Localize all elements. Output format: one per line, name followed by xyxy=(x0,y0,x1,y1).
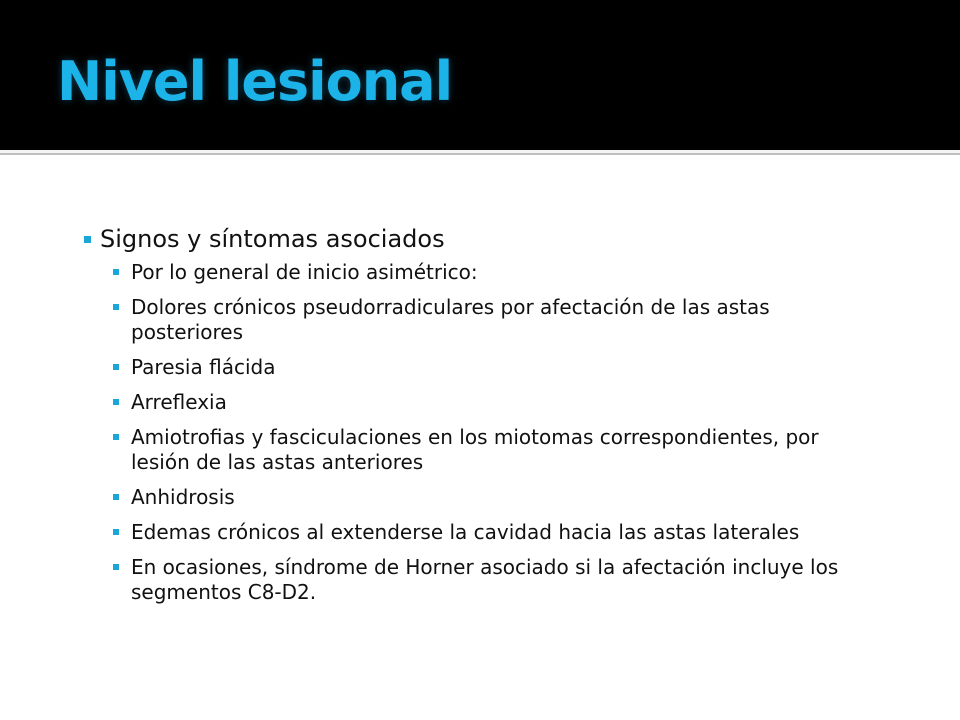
square-bullet-icon xyxy=(113,399,119,405)
sub-bullet-item xyxy=(131,520,851,545)
sub-bullet-text: En ocasiones, síndrome de Horner asociado si la afectación incluye los segmentos C8-D2. xyxy=(131,555,839,604)
sub-bullet-item xyxy=(131,260,851,285)
square-bullet-icon xyxy=(113,494,119,500)
sub-bullet-item xyxy=(131,555,851,605)
sub-bullet-item xyxy=(131,295,851,345)
sub-bullet-text: Arreflexia xyxy=(131,390,227,414)
slide-title: Nivel lesional xyxy=(57,50,453,113)
sub-bullet-text: Paresia flácida xyxy=(131,355,276,379)
title-band xyxy=(0,0,960,150)
square-bullet-icon xyxy=(113,364,119,370)
sub-bullet-item xyxy=(131,390,851,415)
sub-bullet-text: Amiotrofias y fasciculaciones en los miotomas correspondientes, por lesión de las astas anteriores xyxy=(131,425,819,474)
title-divider xyxy=(0,150,960,158)
sub-bullet-text: Edemas crónicos al extenderse la cavidad hacia las astas laterales xyxy=(131,520,800,544)
sub-bullet-item xyxy=(131,485,851,510)
sub-bullet-text: Dolores crónicos pseudorradiculares por afectación de las astas posteriores xyxy=(131,295,770,344)
square-bullet-icon xyxy=(84,236,91,243)
sub-bullet-text: Anhidrosis xyxy=(131,485,235,509)
sub-bullet-text: Por lo general de inicio asimétrico: xyxy=(131,260,478,284)
sub-bullet-item xyxy=(131,355,851,380)
content-area xyxy=(0,158,960,720)
square-bullet-icon xyxy=(113,434,119,440)
square-bullet-icon xyxy=(113,269,119,275)
level1-bullet-text: Signos y síntomas asociados xyxy=(100,225,445,253)
square-bullet-icon xyxy=(113,529,119,535)
sub-bullet-list xyxy=(131,260,851,615)
sub-bullet-item xyxy=(131,425,851,475)
square-bullet-icon xyxy=(113,304,119,310)
square-bullet-icon xyxy=(113,564,119,570)
